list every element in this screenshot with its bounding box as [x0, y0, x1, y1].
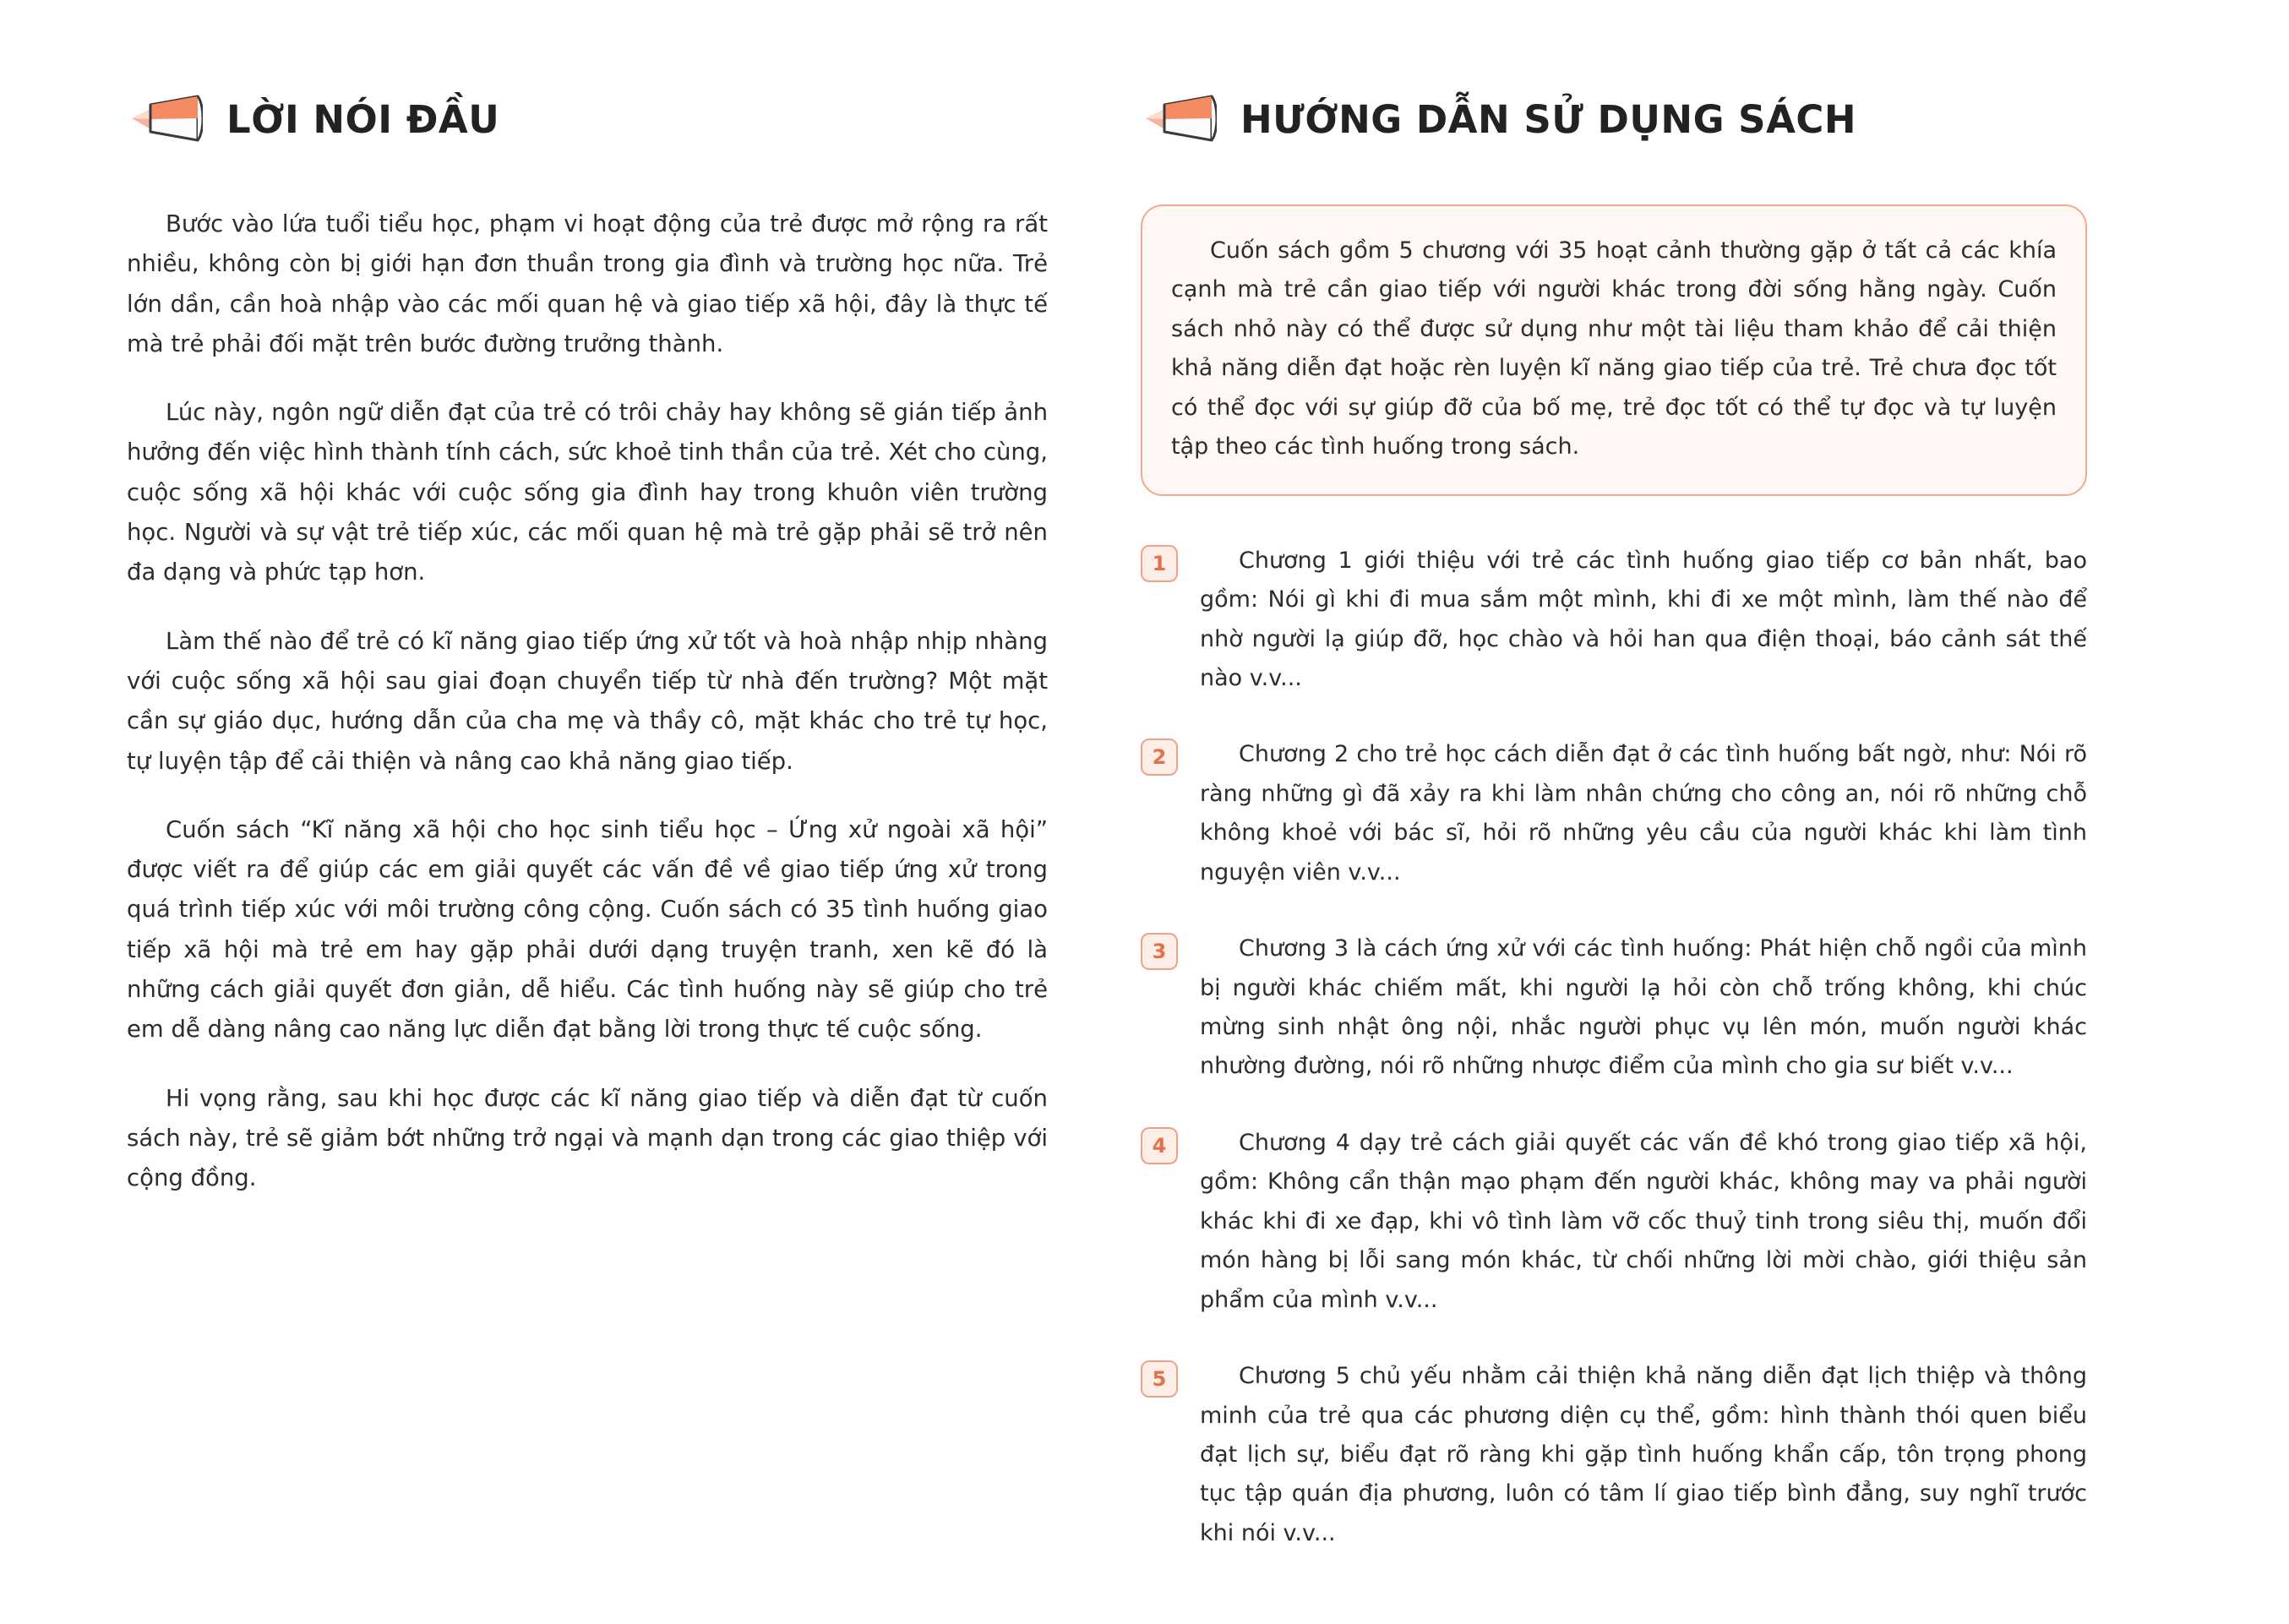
left-column-foreword	[127, 93, 1048, 1624]
chapter-number-badge: 3	[1141, 933, 1178, 970]
chapter-description: Chương 5 chủ yếu nhằm cải thiện khả năng diễn đạt lịch thiệp và thông minh của trẻ qua các phương diện cụ thể, gồm: hình thành thói quen biểu đạt lịch sự, biểu đạt rõ ràng khi gặp tình huống khẩn cấp, tôn trọng phong tục tập quán địa phương, luôn có tâm lí giao tiếp bình đẳng, suy nghĩ trước khi nói v.v...	[1200, 1363, 2087, 1546]
paragraph: Lúc này, ngôn ngữ diễn đạt của trẻ có trôi chảy hay không sẽ gián tiếp ảnh hưởng đến việc hình thành tính cách, sức khoẻ tinh thần của trẻ. Xét cho cùng, cuộc sống xã hội khác với cuộc sống gia đình hay trong khuôn viên trường học. Người và sự vật trẻ tiếp xúc, các mối quan hệ mà trẻ gặp phải sẽ trở nên đa dạng và phức tạp hơn.	[127, 399, 1048, 586]
megaphone-icon	[1141, 93, 1217, 145]
usage-guide-intro-box	[1141, 204, 2087, 496]
intro-paragraph: Cuốn sách gồm 5 chương với 35 hoạt cảnh thường gặp ở tất cả các khía cạnh mà trẻ cần giao tiếp với người khác trong đời sống hằng ngày. Cuốn sách nhỏ này có thể được sử dụng như một tài liệu tham khảo để cải thiện khả năng diễn đạt hoặc rèn luyện kĩ năng giao tiếp của trẻ. Trẻ chưa đọc tốt có thể đọc với sự giúp đỡ của bố mẹ, trẻ đọc tốt có thể tự đọc và tự luyện tập theo các tình huống trong sách.	[1171, 237, 2057, 460]
chapter-number-badge: 2	[1141, 738, 1178, 776]
chapter-description: Chương 3 là cách ứng xử với các tình huống: Phát hiện chỗ ngồi của mình bị người khác chiếm mất, khi người lạ hỏi còn chỗ trống không, khi chúc mừng sinh nhật ông nội, nhắc người phục vụ lên món, muốn người khác nhường đường, nói rõ những nhược điểm của mình cho gia sư biết v.v...	[1200, 935, 2087, 1080]
paragraph: Hi vọng rằng, sau khi học được các kĩ năng giao tiếp và diễn đạt từ cuốn sách này, trẻ sẽ giảm bớt những trở ngại và mạnh dạn trong các giao thiệp với cộng đồng.	[127, 1084, 1048, 1192]
list-item	[1141, 542, 2087, 699]
paragraph: Cuốn sách “Kĩ năng xã hội cho học sinh tiểu học – Ứng xử ngoài xã hội” được viết ra để giúp các em giải quyết các vấn đề về giao tiếp ứng xử trong quá trình tiếp xúc với môi trường công cộng. Cuốn sách có 35 tình huống giao tiếp xã hội mà trẻ em hay gặp phải dưới dạng truyện tranh, xen kẽ đó là những cách giải quyết đơn giản, dễ hiểu. Các tình huống này sẽ giúp cho trẻ em dễ dàng nâng cao năng lực diễn đạt bằng lời trong thực tế cuộc sống.	[127, 815, 1048, 1044]
paragraph: Bước vào lứa tuổi tiểu học, phạm vi hoạt động của trẻ được mở rộng ra rất nhiều, không còn bị giới hạn đơn thuần trong gia đình và trường học nữa. Trẻ lớn dần, cần hoà nhập vào các mối quan hệ và giao tiếp xã hội, đây là thực tế mà trẻ phải đối mặt trên bước đường trưởng thành.	[127, 210, 1048, 357]
usage-guide-heading	[1141, 93, 2087, 145]
foreword-body	[127, 204, 1048, 1199]
megaphone-icon	[127, 93, 203, 145]
chapter-number-badge: 5	[1141, 1360, 1178, 1398]
list-item	[1141, 929, 2087, 1087]
chapter-description: Chương 2 cho trẻ học cách diễn đạt ở các tình huống bất ngờ, như: Nói rõ ràng những gì đã xảy ra khi làm nhân chứng cho công an, nói rõ những chỗ không khoẻ với bác sĩ, hỏi rõ những yêu cầu của người khác khi làm tình nguyện viên v.v...	[1200, 741, 2087, 886]
paragraph: Làm thế nào để trẻ có kĩ năng giao tiếp ứng xử tốt và hoà nhập nhịp nhàng với cuộc sống xã hội sau giai đoạn chuyển tiếp từ nhà đến trường? Một mặt cần sự giáo dục, hướng dẫn của cha mẹ và thầy cô, mặt khác cho trẻ tự học, tự luyện tập để cải thiện và nâng cao khả năng giao tiếp.	[127, 627, 1048, 775]
list-item	[1141, 1124, 2087, 1320]
chapter-description: Chương 4 dạy trẻ cách giải quyết các vấn đề khó trong giao tiếp xã hội, gồm: Không cẩn thận mạo phạm đến người khác, không may va phải người khác khi đi xe đạp, khi vô tình làm vỡ cốc thuỷ tinh trong siêu thị, muốn đổi món hàng bị lỗi sang món khác, từ chối những lời mời chào, giới thiệu sản phẩm của mình v.v...	[1200, 1129, 2087, 1313]
chapter-list	[1141, 542, 2087, 1554]
chapter-number-badge: 4	[1141, 1127, 1178, 1164]
right-column-usage-guide	[1141, 93, 2087, 1624]
chapter-number-badge: 1	[1141, 545, 1178, 582]
list-item	[1141, 1357, 2087, 1553]
foreword-heading	[127, 93, 1048, 145]
list-item	[1141, 735, 2087, 892]
foreword-title: LỜI NÓI ĐẦU	[226, 96, 500, 142]
chapter-description: Chương 1 giới thiệu với trẻ các tình huống giao tiếp cơ bản nhất, bao gồm: Nói gì khi đi mua sắm một mình, khi đi xe một mình, làm thế nào để nhờ người lạ giúp đỡ, học chào và hỏi han qua điện thoại, báo cảnh sát thế nào v.v...	[1200, 547, 2087, 691]
usage-guide-title: HƯỚNG DẪN SỬ DỤNG SÁCH	[1240, 96, 1857, 142]
